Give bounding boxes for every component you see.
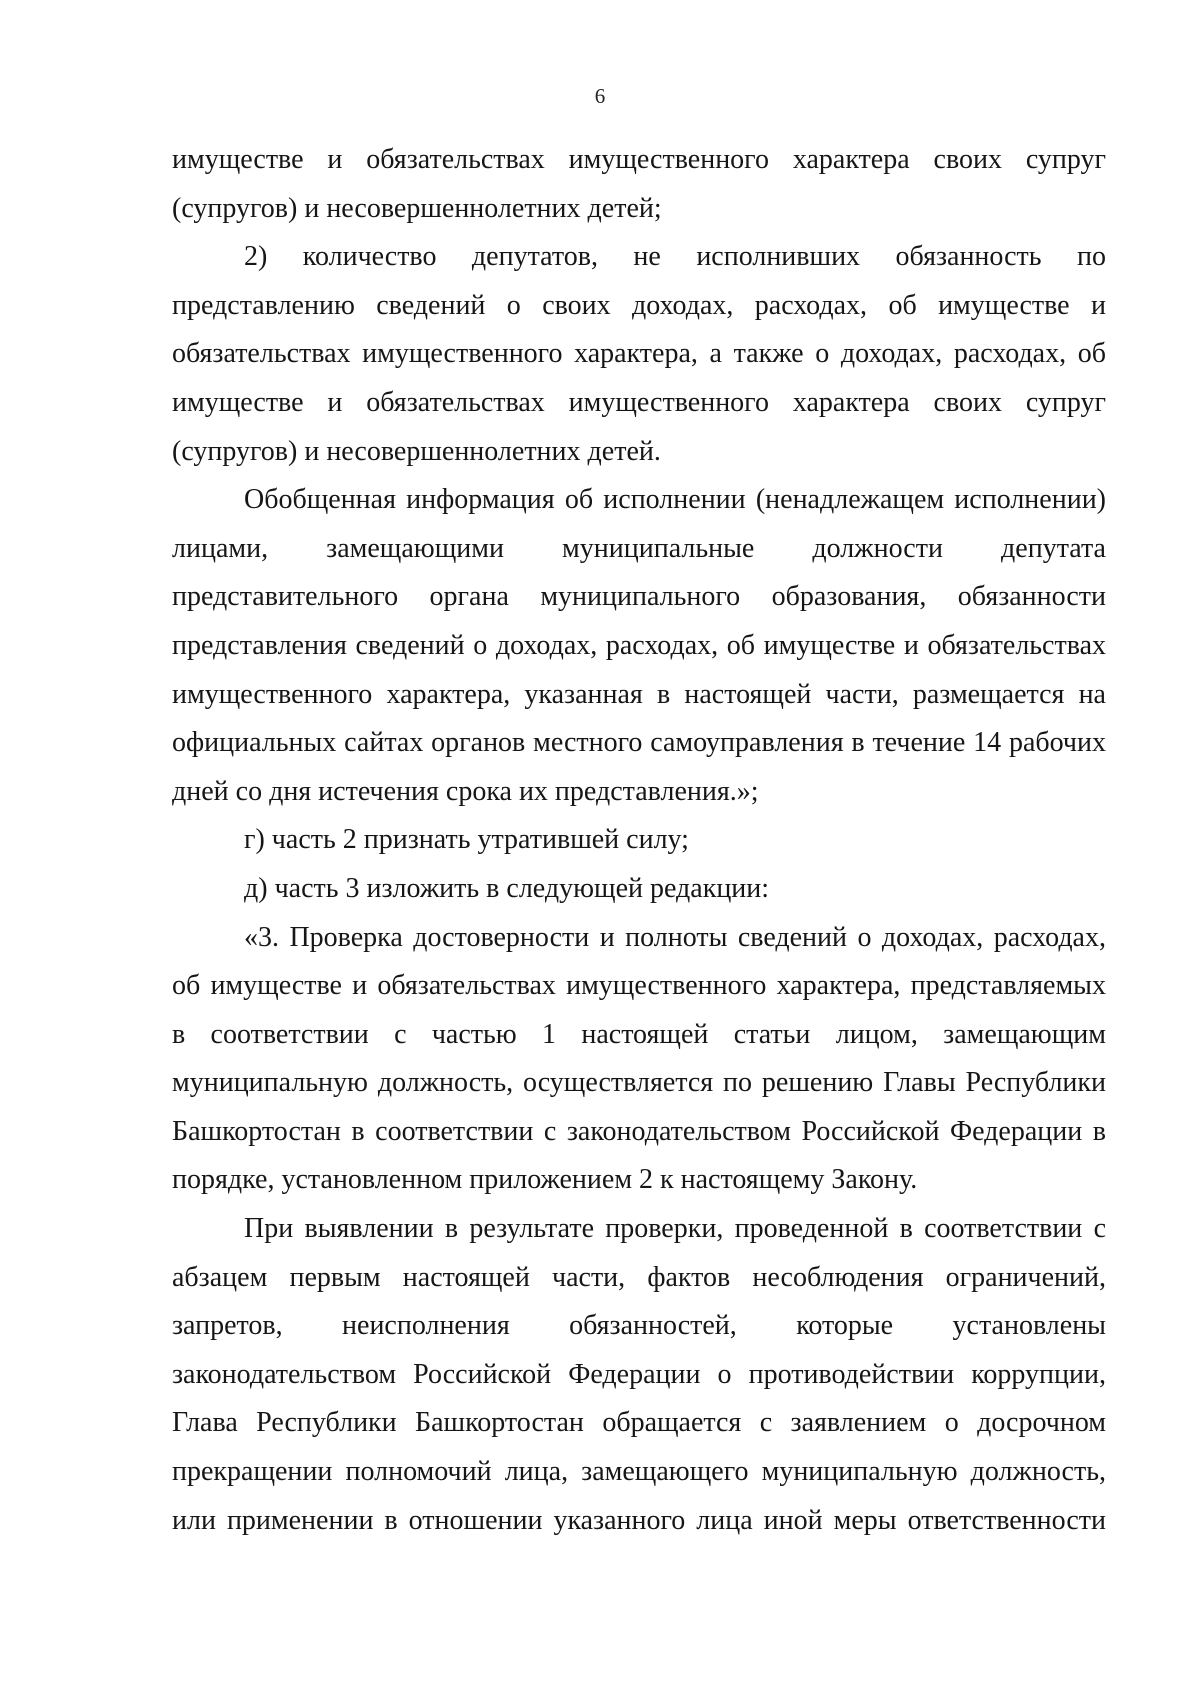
document-body [172, 136, 1106, 1545]
paragraph: 2) количество депутатов, не исполнивших обязанность по представлению сведений о своих доходах, расходах, об имуществе и обязательствах имущественного характера, а также о доходах, расходах, об имуществе и обязательствах имущественного характера своих супруг (супругов) и несовершеннолетних детей. [172, 241, 1106, 467]
paragraph: При выявлении в результате проверки, проведенной в соответствии с абзацем первым настоящей части, фактов несоблюдения ограничений, запретов, неисполнения обязанностей, которые установлены законодательством Российской Федерации о противодействии коррупции, Глава Республики Башкортостан обращается с заявлением о досрочном прекращении полномочий лица, замещающего муниципальную должность, или применении в отношении указанного лица иной меры ответственности [172, 1213, 1106, 1536]
paragraph: д) часть 3 изложить в следующей редакции: [244, 872, 770, 904]
page-number: 6 [594, 84, 606, 108]
paragraph: имуществе и обязательствах имущественного характера своих супруг (супругов) и несовершеннолетних детей; [172, 144, 1106, 224]
paragraph: Обобщенная информация об исполнении (ненадлежащем исполнении) лицами, замещающими муниципальные должности депутата представительного органа муниципального образования, обязанности представления сведений о доходах, расходах, об имуществе и обязательствах имущественного характера, указанная в настоящей части, размещается на официальных сайтах органов местного самоуправления в течение 14 рабочих дней со дня истечения срока их представления.»; [172, 484, 1106, 807]
paragraph: «3. Проверка достоверности и полноты сведений о доходах, расходах, об имуществе и обязательствах имущественного характера, представляемых в соответствии с частью 1 настоящей статьи лицом, замещающим муниципальную должность, осуществляется по решению Главы Республики Башкортостан в соответствии с законодательством Российской Федерации в порядке, установленном приложением 2 к настоящему Закону. [172, 921, 1106, 1196]
paragraph: г) часть 2 признать утратившей силу; [244, 824, 689, 856]
